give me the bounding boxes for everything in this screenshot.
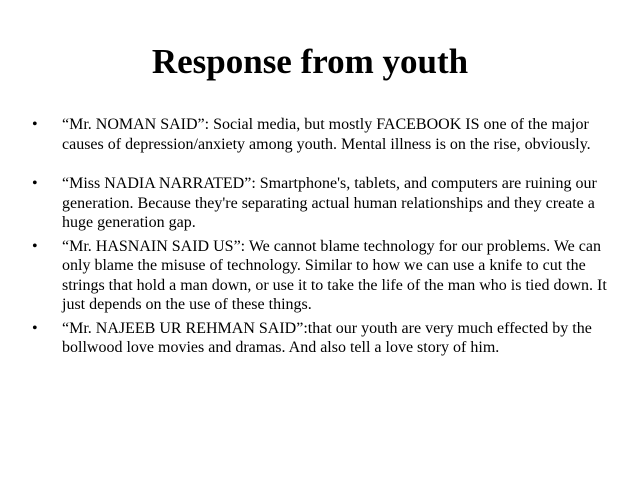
bullet-marker: • xyxy=(32,237,38,255)
bullet-marker: • xyxy=(32,175,38,192)
bullet-item xyxy=(32,237,612,315)
slide-title: Response from youth xyxy=(151,42,469,81)
bullet-item xyxy=(32,319,612,358)
bullet-marker: • xyxy=(32,319,38,337)
bullet-text: “Miss NADIA NARRATED”: Smartphone's, tablets, and computers are ruining our generation. Because they're separating actual human relationships and they create a huge generation gap. xyxy=(62,175,597,231)
bullet-text: “Mr. NOMAN SAID”: Social media, but mostly FACEBOOK IS one of the major causes of depression/anxiety among youth. Mental illness is on the rise, obviously. xyxy=(62,116,591,153)
bullet-marker: • xyxy=(32,116,38,133)
bullet-item xyxy=(32,174,612,233)
bullet-list xyxy=(32,115,612,358)
bullet-item xyxy=(32,115,612,154)
bullet-text: “Mr. NAJEEB UR REHMAN SAID”:that our youth are very much effected by the bollwood love movies and dramas. And also tell a love story of him. xyxy=(62,319,592,356)
bullet-text: “Mr. HASNAIN SAID US”: We cannot blame technology for our problems. We can only blame the misuse of technology. Similar to how we can use a knife to cut the strings that hold a man down, or use it to take the life of the man who is tied down. It just depends on the use of these things. xyxy=(62,237,607,313)
